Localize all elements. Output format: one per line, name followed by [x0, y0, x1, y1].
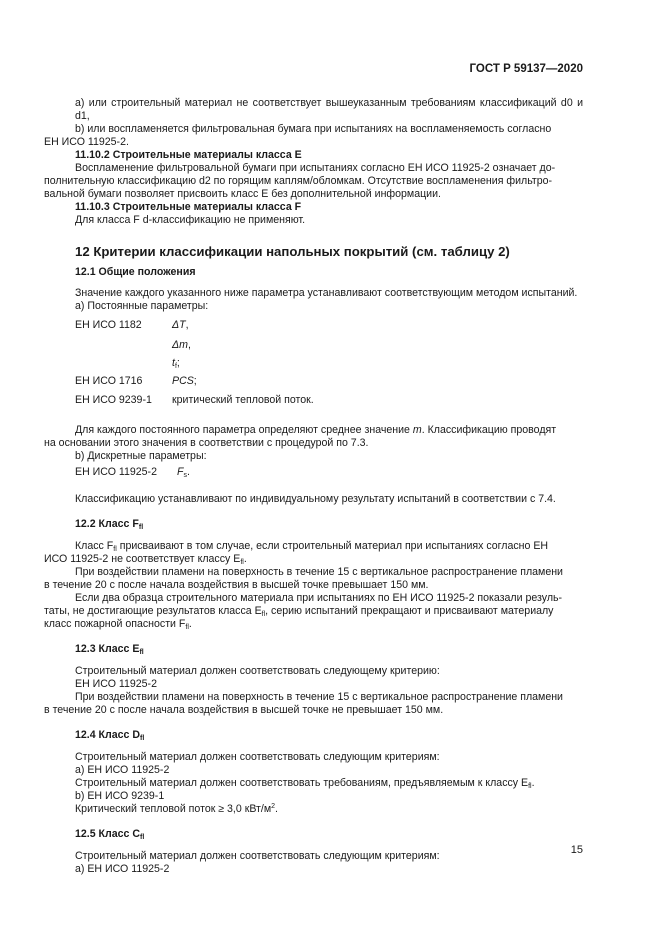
section-12-5-line2: а) ЕН ИСО 11925-2 [75, 863, 170, 875]
section-12-1-para2-line1: Для каждого постоянного параметра определяют среднее значение m. Классификацию проводят [75, 424, 557, 436]
section-11-10-2-line2: полнительную классификацию d2 по горящим каплям/обломкам. Отсутствие воспламенения фильтро- [44, 175, 553, 187]
section-12-2-para3-line1: Если два образца строительного материала при испытаниях по ЕН ИСО 11925-2 показали резуль- [75, 592, 563, 604]
section-12-1-label-a: а) Постоянные параметры: [75, 300, 209, 312]
section-11-10-2-title: 11.10.2 Строительные материалы класса Е [75, 149, 302, 161]
section-12-3-title: 12.3 Класс $E_{fl}$ [75, 643, 144, 656]
intro-item-b-line2: ЕН ИСО 11925-2. [44, 136, 129, 148]
section-12-4-line2: а) ЕН ИСО 11925-2 [75, 764, 170, 776]
param-description: критический тепловой поток. [172, 394, 314, 406]
section-11-10-3-text: Для класса F d-классификацию не применяют. [75, 214, 306, 226]
section-12-2-para1-line1: Класс $F_{fl}$ присваивают в том случае, если строительный материал при испытаниях согласно ЕН [75, 540, 549, 553]
param-method: ЕН ИСО 9239-1 [75, 394, 152, 406]
discrete-param-row: ЕН ИСО 11925-2 $F_s$. [75, 466, 583, 483]
section-12-4-title: 12.4 Класс $D_{fl}$ [75, 729, 145, 742]
param-method [75, 357, 172, 375]
section-12-2-para2-line2: в течение 20 с после начала воздействия в высшей точке превышает 150 мм. [44, 579, 429, 591]
param-method [75, 339, 172, 357]
section-12-5-line1: Строительный материал должен соответствовать следующим критериям: [75, 850, 440, 862]
param-row: ЕН ИСО 1716 PCS; [75, 375, 583, 394]
param-method: ЕН ИСО 11925-2 [75, 466, 157, 478]
section-12-1-title: 12.1 Общие положения [75, 266, 196, 278]
section-12-1-label-b: b) Дискретные параметры: [75, 450, 207, 462]
section-12-2-para3-line2: таты, не достигающие результатов класса $E_{fl}$, серию испытаний прекращают и присваивают материалу [44, 605, 554, 618]
param-method: ЕН ИСО 1716 [75, 375, 143, 387]
section-12-1-para1: Значение каждого указанного ниже параметра устанавливают соответствующим методом испытаний. [75, 287, 578, 299]
section-12-5-title: 12.5 Класс $C_{fl}$ [75, 828, 145, 841]
param-symbol: ΔT [172, 319, 186, 331]
section-12-1-para2-line2: на основании этого значения в соответствии с процедурой по 7.3. [44, 437, 369, 449]
param-row: $t_f$; [75, 357, 583, 375]
param-row: ЕН ИСО 1182 ΔT, [75, 319, 583, 339]
section-12-3-line2: ЕН ИСО 11925-2 [75, 678, 157, 690]
section-12-title: 12 Критерии классификации напольных покрытий (см. таблицу 2) [75, 244, 510, 259]
param-symbol: Δm [172, 339, 188, 351]
section-12-2-para1-line2: ИСО 11925-2 не соответствует классу $E_{fl}$. [44, 553, 247, 566]
section-12-3-line4: в течение 20 с после начала воздействия в высшей точке не превышает 150 мм. [44, 704, 444, 716]
section-12-4-line1: Строительный материал должен соответствовать следующим критериям: [75, 751, 440, 763]
section-12-4-line4: b) ЕН ИСО 9239-1 [75, 790, 165, 802]
param-symbol: PCS [172, 375, 194, 387]
intro-item-a: а) или строительный материал не соответствует вышеуказанным требованиям классификаций d0 и d1, [75, 97, 583, 122]
param-symbol: F [177, 466, 184, 478]
param-row [75, 394, 583, 412]
section-11-10-3-title: 11.10.3 Строительные материалы класса F [75, 201, 302, 213]
section-12-4-line5: Критический тепловой поток ≥ 3,0 кВт/$м^2$. [75, 803, 278, 815]
section-12-4-line3: Строительный материал должен соответствовать требованиям, предъявляемым к классу $E_{fl}$. [75, 777, 535, 790]
document-id: ГОСТ Р 59137—2020 [469, 63, 583, 75]
section-11-10-2-line3: вальной бумаги позволяет присвоить класс Е без дополнительной информации. [44, 188, 441, 200]
intro-item-b-line1: b) или воспламеняется фильтровальная бумага при испытаниях на воспламеняемость согласно [75, 123, 552, 135]
page-number: 15 [570, 844, 583, 856]
param-symbol: t [172, 357, 175, 369]
section-12-3-line3: При воздействии пламени на поверхность в течение 15 с вертикальное распространение пламени [75, 691, 563, 703]
section-12-2-title: 12.2 Класс $F_{fl}$ [75, 518, 144, 531]
section-12-1-para3: Классификацию устанавливают по индивидуальному результату испытаний в соответствии с 7.4. [75, 493, 556, 505]
section-11-10-2-line1: Воспламенение фильтровальной бумаги при испытаниях согласно ЕН ИСО 11925-2 означает до- [75, 162, 556, 174]
section-12-3-line1: Строительный материал должен соответствовать следующему критерию: [75, 665, 440, 677]
param-row: Δm, [75, 339, 583, 357]
param-method: ЕН ИСО 1182 [75, 319, 142, 331]
section-12-2-para3-line3: класс пожарной опасности $F_{fl}$. [44, 618, 192, 631]
section-12-2-para2-line1: При воздействии пламени на поверхность в течение 15 с вертикальное распространение пламени [75, 566, 563, 578]
